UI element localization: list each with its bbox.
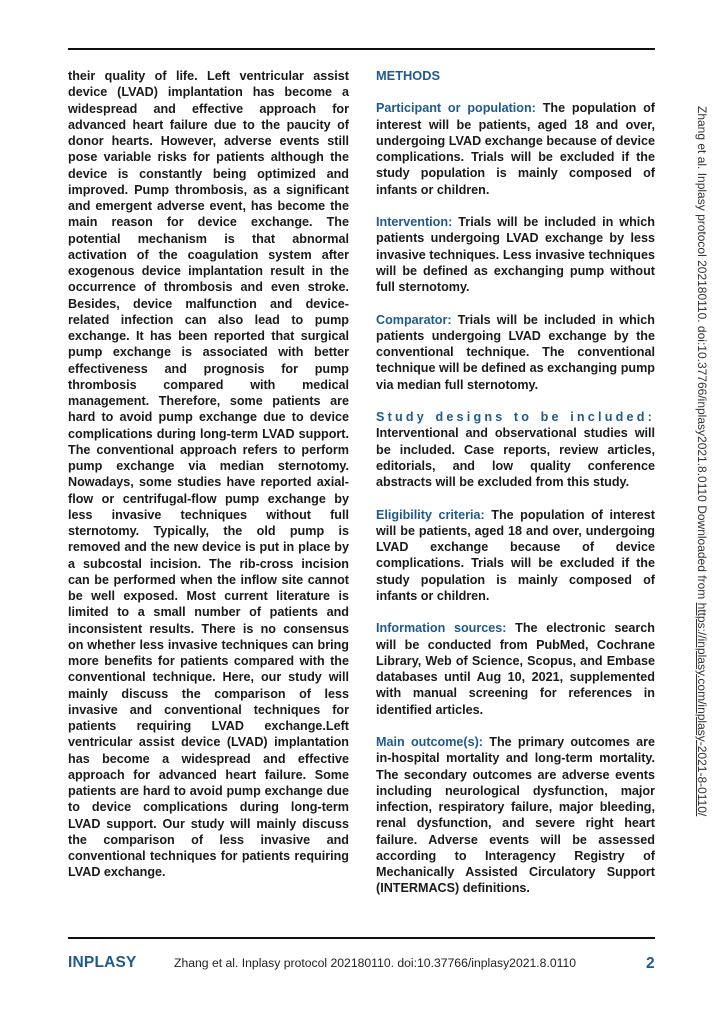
section-label: Eligibility criteria: [376,507,485,522]
section-label: Main outcome(s): [376,735,484,749]
footer-rule [68,937,655,939]
section-eligibility [376,507,655,605]
section-information-sources [376,620,655,718]
introduction-paragraph: their quality of life. Left ventricular assist device (LVAD) implantation has become a widespread and effective approach for advanced heart failure due to the paucity of donor hearts. However, adverse events still pose variable risks for patients although the device is constantly being optimized and improved. Pump thrombosis, as a significant and emergent adverse event, has become the main reason for device exchange. The potential mechanism is that abnormal activation of the coagulation system after exogenous device implantation result in the occurrence of thrombosis and even stroke. Besides, device malfunction and device-related infection can also lead to pump exchange. It has been reported that surgical pump exchange is associated with better effectiveness and prognosis for pump thrombosis compared with medical management. Therefore, some patients are hard to avoid pump exchange due to device complications during long-term LVAD support. The conventional approach refers to perform pump exchange via median sternotomy. Nowadays, some studies have reported axial-flow or centrifugal-flow pump exchange by less invasive techniques without full sternotomy. Typically, the old pump is removed and the new device is put in place by a subcostal incision. The rib-cross incision can be performed when the inflow site cannot be well exposed. Most current literature is limited to a small number of patients and inconsistent results. There is no consensus on whether less invasive techniques can bring more benefits for patients compared with the conventional technique. Here, our study will mainly discuss the comparison of less invasive and conventional techniques for patients requiring LVAD exchange.Left ventricular assist device (LVAD) implantation has become a widespread and effective approach for advanced heart failure. Some patients are hard to avoid pump exchange due to device complications during long-term LVAD support. Our study will mainly discuss the comparison of less invasive and conventional techniques for patients requiring LVAD exchange. [68,69,349,880]
download-link[interactable]: https://inplasy.com/inplasy-2021-8-0110/ [695,602,709,817]
vertical-download-notice [695,106,709,816]
section-text: The primary outcomes are in-hospital mortality and long-term mortality. The secondary outcomes are adverse events including neurological dysfunction, major infection, respiratory failure, major bleeding, renal dysfunction, and severe right heart failure. Adverse events will be assessed according to Interagency Registry of Mechanically Assisted Circulatory Support (INTERMACS) definitions. [376,735,656,896]
section-participant [376,100,655,198]
section-label: Participant or population: [376,101,536,116]
section-text: The population of interest will be patients, aged 18 and over, undergoing LVAD exchange because of device complications. Trials will be excluded if the study population is mainly composed of infants or children. [376,507,655,603]
section-label: Study designs to be included: [376,410,655,424]
download-notice-text: Zhang et al. Inplasy protocol 202180110. doi:10.37766/inplasy2021.8.0110 Downloaded from [695,106,709,603]
section-text: The electronic search will be conducted from PubMed, Cochrane Library, Web of Science, Scopus, and Embase databases until Aug 10, 2021, supplemented with manual screening for references in identified articles. [376,621,655,717]
section-intervention [376,214,655,295]
section-text: Interventional and observational studies will be included. Case reports, review articles, editorials, and low quality conference abstracts will be excluded from this study. [376,426,655,489]
section-label: Information sources: [376,621,507,636]
right-column [376,68,655,913]
section-study-designs [376,409,655,490]
header-rule [68,48,655,50]
section-text: The population of interest will be patients, aged 18 and over, undergoing LVAD exchange because of device complications. Trials will be excluded if the study population is mainly composed of infants or children. [376,101,655,197]
section-text: Trials will be included in which patients undergoing LVAD exchange by the conventional technique. The conventional technique will be defined as exchanging pump via median full sternotomy. [376,312,655,392]
section-label: Intervention: [376,215,453,229]
page-number: 2 [646,955,655,972]
left-column [68,68,349,881]
section-label: Comparator: [376,312,452,327]
section-comparator [376,312,655,393]
section-text: Trials will be included in which patients undergoing LVAD exchange by less invasive techniques. Less invasive techniques will be defined as exchanging pump without full sternotomy. [376,215,655,294]
section-main-outcomes [376,734,655,897]
methods-heading: METHODS [376,68,440,83]
footer-brand-logo: INPLASY [68,954,137,971]
footer-citation: Zhang et al. Inplasy protocol 202180110. doi:10.37766/inplasy2021.8.0110 [174,956,577,970]
